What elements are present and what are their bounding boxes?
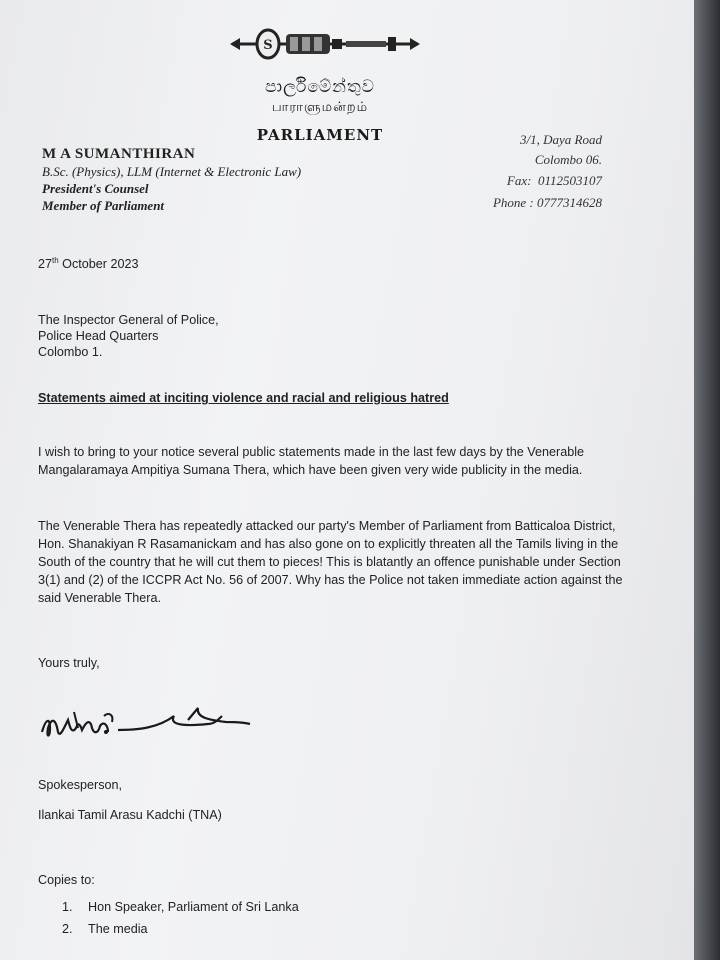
svg-text:S: S xyxy=(263,38,273,53)
sender-title-mp: Member of Parliament xyxy=(42,198,165,213)
background-edge xyxy=(694,0,720,960)
phone-label: Phone : xyxy=(492,195,534,210)
list-number: 2. xyxy=(62,922,73,936)
letterhead-english-title: PARLIAMENT xyxy=(256,126,384,144)
fax-number: 0112503107 xyxy=(537,173,602,188)
phone-line xyxy=(493,192,602,214)
fax-label: Fax: xyxy=(506,173,532,188)
list-item xyxy=(62,918,299,940)
signer-party: Ilankai Tamil Arasu Kadchi (TNA) xyxy=(38,808,222,822)
sender-block xyxy=(42,146,301,214)
letter-subject: Statements aimed at inciting violence and racial and religious hatred xyxy=(38,391,449,405)
handwritten-signature xyxy=(38,698,258,748)
address-line-2: Colombo 06. xyxy=(534,152,602,167)
list-number: 1. xyxy=(62,900,73,914)
paragraph-2: The Venerable Thera has repeatedly attacked our party's Member of Parliament from Batticaloa District, Hon. Shanakiyan R Rasamanickam and has also gone on to explicitly threaten all the Tamils living in the South of the country that he will cut them to pieces! This is blatantly an offence punishable under Section 3(1) and (2) of the ICCPR Act No. 56 of 2007. Why has the Police not taken immediate action against the said Venerable Thera. xyxy=(38,519,623,605)
mace-crest-icon xyxy=(230,24,420,64)
closing: Yours truly, xyxy=(38,656,100,670)
phone-number: 0777314628 xyxy=(537,195,602,210)
copies-list xyxy=(62,896,299,940)
recipient-line: Police Head Quarters xyxy=(38,329,159,343)
copies-label: Copies to: xyxy=(38,873,95,887)
date-month-year: October 2023 xyxy=(58,257,139,272)
list-item xyxy=(62,896,299,918)
sender-address xyxy=(493,130,602,214)
date-day: 27 xyxy=(38,257,53,272)
sender-title-counsel: President's Counsel xyxy=(42,181,149,196)
sender-name: M A SUMANTHIRAN xyxy=(42,146,196,162)
sender-qualifications: B.Sc. (Physics), LLM (Internet & Electronic Law) xyxy=(42,164,302,179)
signer-role: Spokesperson, xyxy=(38,778,123,792)
date-suffix: th xyxy=(52,256,59,265)
letterhead-sinhala-title: පාර්ලිමේන්තුව xyxy=(265,77,375,97)
recipient-line: Colombo 1. xyxy=(38,345,103,359)
letter-date xyxy=(38,256,139,271)
recipient-line: The Inspector General of Police, xyxy=(38,313,219,327)
paragraph-1: I wish to bring to your notice several public statements made in the last few days by the Venerable Mangalaramaya Ampitiya Sumana Thera, which have been given very wide publicity in the media. xyxy=(38,445,585,477)
recipient-block xyxy=(38,312,219,360)
fax-line xyxy=(493,170,602,192)
letterhead-tamil-title: பாராளுமன்றம் xyxy=(271,100,369,115)
address-line-1: 3/1, Daya Road xyxy=(520,132,602,147)
list-text: Hon Speaker, Parliament of Sri Lanka xyxy=(88,900,299,914)
list-text: The media xyxy=(88,922,148,936)
